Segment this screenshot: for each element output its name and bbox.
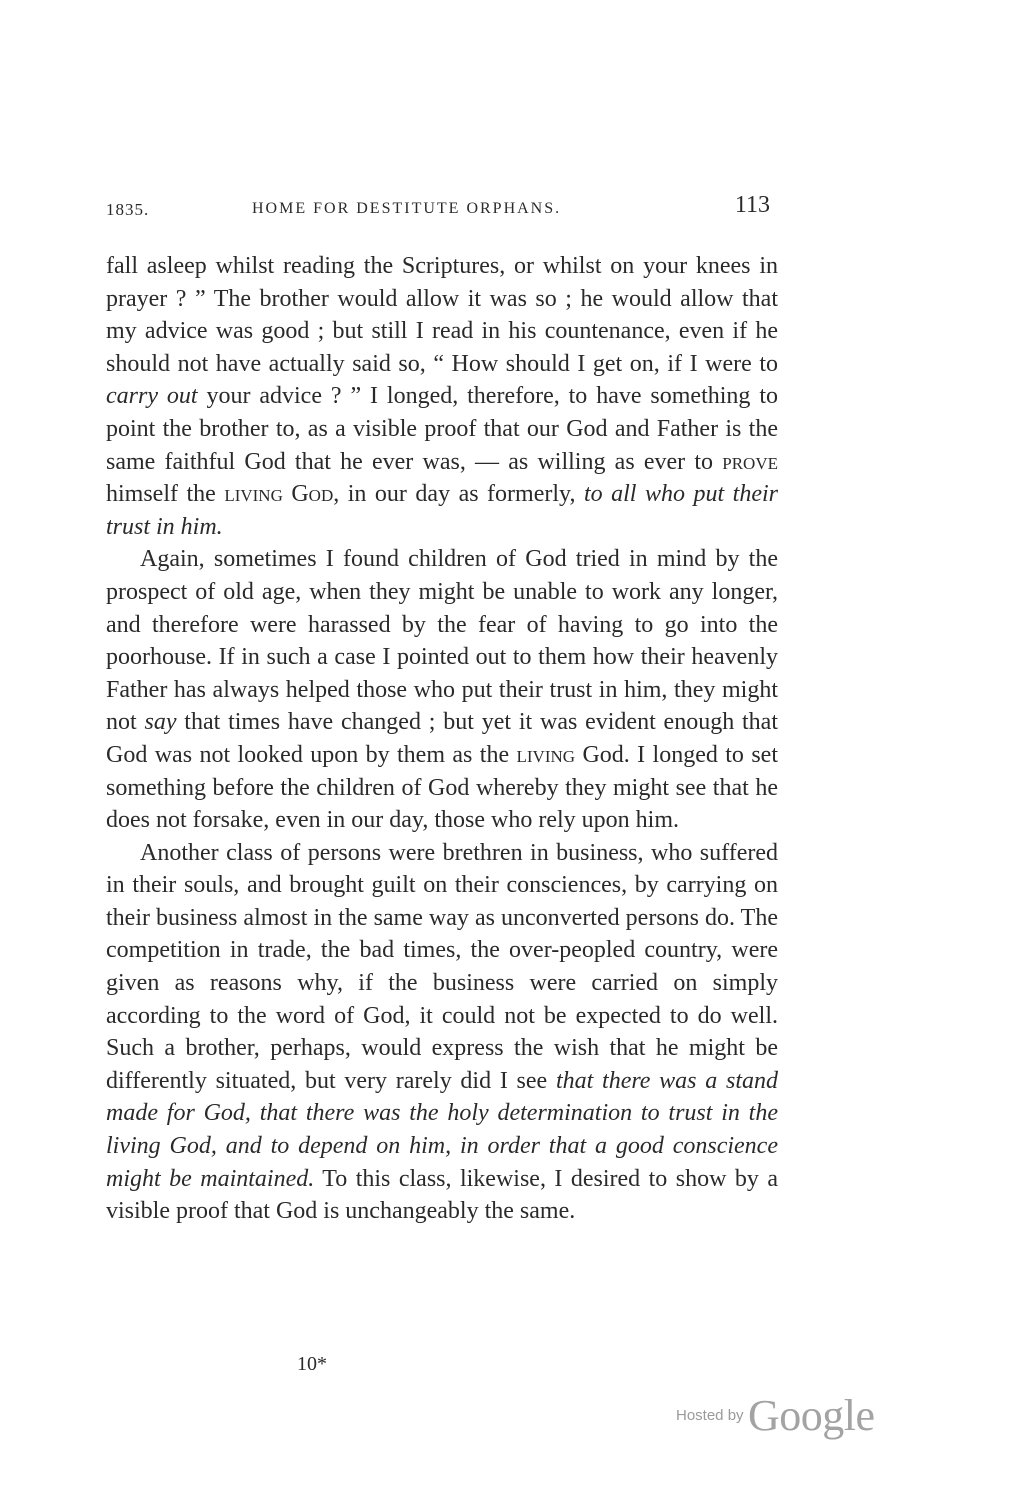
text-run: To this class, likewise, I desired to show by a visible proof that God is unchangeably the same. — [106, 1165, 778, 1225]
italic-run: say — [144, 709, 177, 736]
paragraph-1 — [106, 250, 778, 543]
header-title: HOME FOR DESTITUTE ORPHANS. — [252, 200, 562, 217]
italic-run: carry out — [106, 383, 198, 410]
text-run: , in our day as formerly, — [333, 481, 584, 508]
body-text — [106, 250, 778, 1228]
italic-run: to all who put their trust in him. — [106, 481, 778, 540]
running-head — [106, 190, 778, 230]
paragraph-2 — [106, 543, 778, 836]
page-number: 113 — [734, 192, 770, 218]
watermark-hosted-by: Hosted by — [676, 1407, 744, 1424]
header-year: 1835. — [106, 200, 150, 219]
text-run: fall asleep whilst reading the Scriptures, or whilst on your knees in prayer ? ” The brother would allow it was so ; he would allow that my advice was good ; but still I read in his countenance, even if he should not have actually said so, “ How should I get on, if I were to — [106, 253, 778, 377]
small-caps-run: living God — [224, 481, 334, 508]
text-run: Again, sometimes I found children of God tried in mind by the prospect of old age, when they might be unable to work any longer, and therefore were harassed by the fear of having to go into the poorhouse. If in such a case I pointed out to them how their heavenly Father has always helped those who put their trust in him, they might not — [106, 546, 778, 736]
italic-run: that there was a stand made for God, that there was the holy determination to trust in the living God, and to depend on him, in order that a good conscience might be maintained. — [106, 1067, 778, 1192]
text-run: God. I longed to set something before the children of God whereby they might see that he does not forsake, even in our day, those who rely upon him. — [106, 741, 778, 834]
paragraph-3 — [106, 837, 778, 1228]
small-caps-run: living — [516, 741, 576, 768]
book-page — [106, 190, 778, 1228]
google-logo: Google — [748, 1391, 875, 1440]
signature-mark: 10* — [297, 1353, 327, 1375]
small-caps-run: prove — [722, 448, 778, 475]
text-run: your advice ? ” I longed, therefore, to have something to point the brother to, as a visible proof that our God and Father is the same faithful God that he ever was, — as willing as ever to — [106, 383, 778, 475]
text-run: that times have changed ; but yet it was evident enough that God was not looked upon by them as the — [106, 709, 779, 768]
hosted-by-watermark — [676, 1390, 875, 1441]
text-run: himself the — [106, 481, 225, 508]
text-run: Another class of persons were brethren in business, who suffered in their souls, and brought guilt on their consciences, by carrying on their business almost in the same way as unconverted persons do. The competition in trade, the bad times, the over-peopled country, were given as reasons why, if the business were carried on simply according to the word of God, it could not be expected to do well. Such a brother, perhaps, would express the wish that he might be differently situated, but very rarely did I see — [106, 839, 778, 1094]
